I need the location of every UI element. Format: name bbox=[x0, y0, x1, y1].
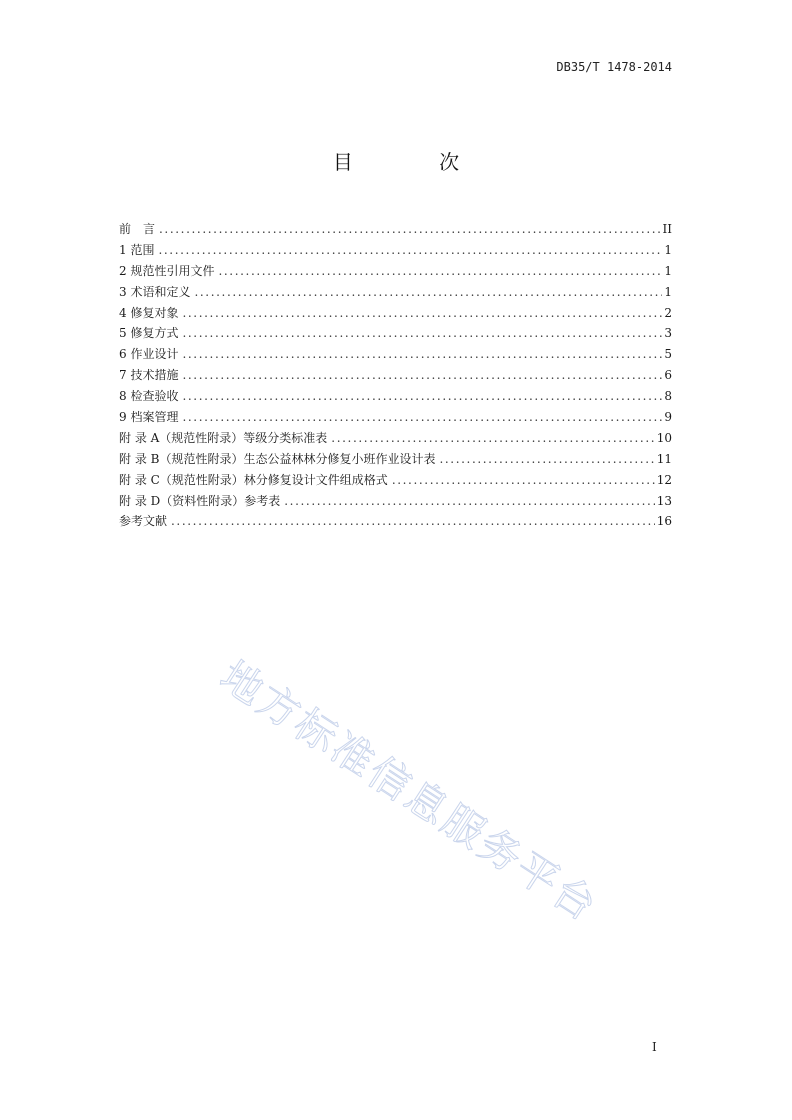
toc-entry-page: 13 bbox=[656, 493, 672, 508]
table-of-contents bbox=[119, 220, 672, 533]
toc-entry-appendix-b[interactable] bbox=[119, 450, 672, 471]
toc-entry-label: 3 术语和定义 bbox=[119, 284, 191, 299]
toc-leader-dots bbox=[218, 264, 662, 278]
toc-leader-dots bbox=[182, 347, 662, 361]
watermark: 地方标准信息服务平台 bbox=[211, 651, 607, 932]
toc-entry-normative-references[interactable] bbox=[119, 262, 672, 283]
toc-entry-page: 16 bbox=[656, 514, 672, 529]
toc-entry-label: 附 录 A（规范性附录）等级分类标准表 bbox=[119, 430, 328, 445]
toc-leader-dots bbox=[182, 368, 662, 382]
toc-leader-dots bbox=[159, 222, 661, 236]
toc-leader-dots bbox=[182, 389, 662, 403]
toc-entry-page: 3 bbox=[664, 326, 672, 341]
toc-entry-label: 参考文献 bbox=[119, 514, 168, 529]
toc-entry-appendix-a[interactable] bbox=[119, 429, 672, 450]
toc-leader-dots bbox=[284, 494, 654, 508]
toc-entry-label: 5 修复方式 bbox=[119, 326, 179, 341]
toc-leader-dots bbox=[439, 452, 654, 466]
page-title: 目 次 bbox=[332, 150, 500, 174]
toc-entry-label: 9 档案管理 bbox=[119, 410, 179, 425]
toc-entry-page: 6 bbox=[664, 368, 672, 383]
toc-entry-appendix-c[interactable] bbox=[119, 471, 672, 492]
toc-leader-dots bbox=[331, 431, 654, 445]
toc-entry-page: 1 bbox=[664, 284, 672, 299]
toc-entry-page: II bbox=[662, 222, 672, 236]
toc-entry-restoration-methods[interactable] bbox=[119, 324, 672, 345]
toc-entry-page: 12 bbox=[656, 472, 672, 487]
toc-entry-bibliography[interactable] bbox=[119, 512, 672, 533]
toc-entry-label: 6 作业设计 bbox=[119, 347, 179, 362]
toc-leader-dots bbox=[392, 473, 655, 487]
toc-entry-label: 前 言 bbox=[119, 222, 156, 236]
toc-leader-dots bbox=[158, 243, 662, 257]
toc-entry-technical-measures[interactable] bbox=[119, 366, 672, 387]
toc-leader-dots bbox=[182, 306, 662, 320]
toc-entry-appendix-d[interactable] bbox=[119, 492, 672, 513]
toc-entry-label: 2 规范性引用文件 bbox=[119, 263, 215, 278]
toc-entry-inspection-acceptance[interactable] bbox=[119, 387, 672, 408]
toc-leader-dots bbox=[171, 514, 655, 528]
toc-leader-dots bbox=[182, 326, 662, 340]
toc-entry-restoration-objects[interactable] bbox=[119, 304, 672, 325]
toc-entry-page: 9 bbox=[664, 410, 672, 425]
toc-entry-page: 8 bbox=[664, 389, 672, 404]
toc-entry-page: 10 bbox=[656, 430, 672, 445]
toc-entry-label: 8 检查验收 bbox=[119, 389, 179, 404]
toc-leader-dots bbox=[194, 285, 662, 299]
toc-entry-page: 2 bbox=[664, 305, 672, 320]
toc-entry-operation-design[interactable] bbox=[119, 345, 672, 366]
toc-entry-archive-management[interactable] bbox=[119, 408, 672, 429]
toc-entry-label: 附 录 D（资料性附录）参考表 bbox=[119, 493, 281, 508]
page-number: I bbox=[652, 1040, 657, 1054]
toc-entry-label: 1 范围 bbox=[119, 242, 155, 257]
toc-entry-label: 附 录 C（规范性附录）林分修复设计文件组成格式 bbox=[119, 472, 388, 487]
toc-leader-dots bbox=[182, 410, 662, 424]
toc-entry-scope[interactable] bbox=[119, 241, 672, 262]
toc-entry-page: 5 bbox=[664, 347, 672, 362]
toc-entry-foreword[interactable] bbox=[119, 220, 672, 241]
toc-entry-page: 1 bbox=[664, 263, 672, 278]
standard-code: DB35/T 1478-2014 bbox=[556, 60, 672, 74]
toc-entry-label: 附 录 B（规范性附录）生态公益林林分修复小班作业设计表 bbox=[119, 451, 436, 466]
toc-entry-page: 11 bbox=[656, 451, 672, 466]
toc-entry-terms-definitions[interactable] bbox=[119, 283, 672, 304]
toc-entry-label: 4 修复对象 bbox=[119, 305, 179, 320]
toc-entry-page: 1 bbox=[664, 242, 672, 257]
toc-entry-label: 7 技术措施 bbox=[119, 368, 179, 383]
